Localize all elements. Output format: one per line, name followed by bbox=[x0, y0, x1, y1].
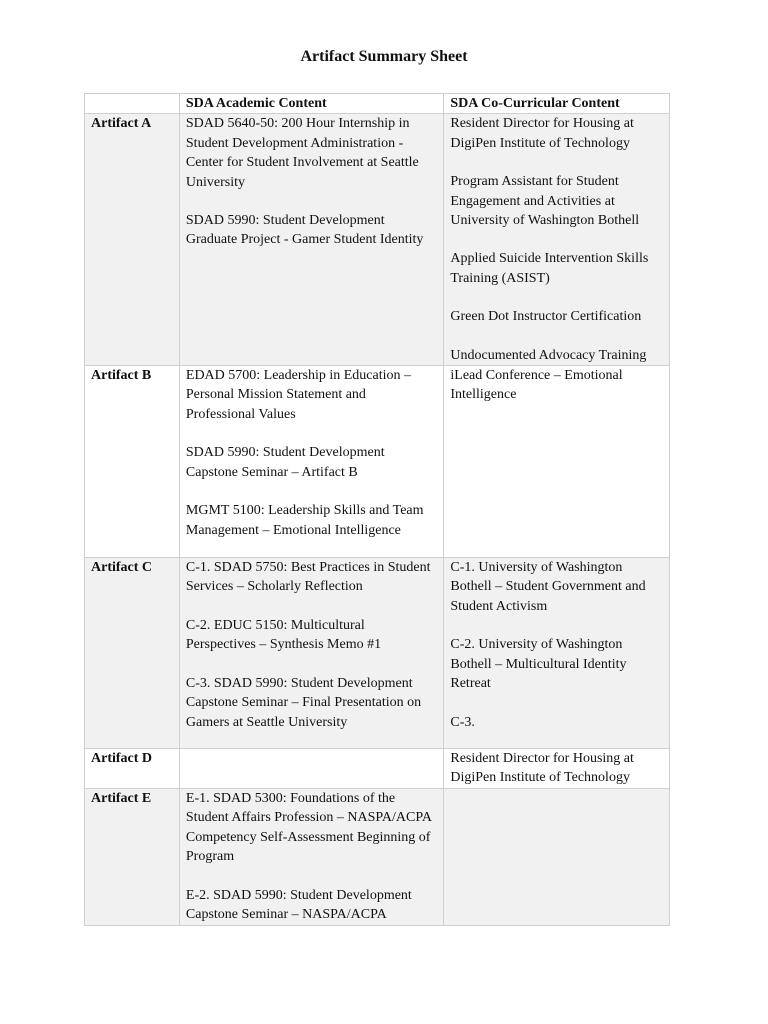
table-header-row bbox=[85, 94, 670, 114]
cocurricular-cell bbox=[444, 366, 670, 558]
academic-item: C-1. SDAD 5750: Best Practices in Student Services – Scholarly Reflection bbox=[185, 560, 431, 595]
academic-item: SDAD 5990: Student Development Graduate Project - Gamer Student Identity bbox=[185, 213, 424, 248]
row-label: Artifact C bbox=[85, 558, 180, 749]
table-row-artifact-d bbox=[85, 749, 670, 789]
academic-item: C-2. EDUC 5150: Multicultural Perspectives – Synthesis Memo #1 bbox=[185, 617, 382, 653]
academic-cell bbox=[179, 789, 443, 925]
cocurricular-item: iLead Conference – Emotional Intelligence bbox=[450, 368, 623, 403]
header-academic-content: SDA Academic Content bbox=[179, 94, 443, 114]
cocurricular-item: Applied Suicide Intervention Skills Training (ASIST) bbox=[450, 251, 649, 286]
header-cocurricular-content: SDA Co-Curricular Content bbox=[444, 94, 670, 114]
academic-item: C-3. SDAD 5990: Student Development Capstone Seminar – Final Presentation on Gamers at Seattle University bbox=[185, 675, 422, 730]
table-row-artifact-c bbox=[85, 558, 670, 749]
header-cell-blank bbox=[85, 94, 180, 114]
cocurricular-item: C-1. University of Washington Bothell – Student Government and Student Activism bbox=[450, 560, 646, 614]
cocurricular-item: C-2. University of Washington Bothell – Multicultural Identity Retreat bbox=[450, 637, 627, 692]
academic-item: SDAD 5990: Student Development Capstone Seminar – Artifact B bbox=[185, 445, 385, 480]
cocurricular-item: Green Dot Instructor Certification bbox=[450, 309, 642, 325]
academic-cell bbox=[179, 366, 443, 558]
cocurricular-item: Resident Director for Housing at DigiPen Institute of Technology bbox=[450, 116, 634, 151]
cocurricular-item: Program Assistant for Student Engagement and Activities at University of Washington Bothell bbox=[450, 174, 640, 229]
row-label: Artifact A bbox=[85, 114, 180, 366]
cocurricular-item: Undocumented Advocacy Training bbox=[450, 347, 647, 363]
table-row-artifact-e bbox=[85, 789, 670, 925]
academic-cell bbox=[179, 558, 443, 749]
table-row-artifact-b bbox=[85, 366, 670, 558]
academic-item: E-1. SDAD 5300: Foundations of the Student Affairs Profession – NASPA/ACPA Competency Self-Assessment Beginning of Program bbox=[185, 791, 432, 865]
academic-item: EDAD 5700: Leadership in Education – Personal Mission Statement and Professional Values bbox=[185, 368, 412, 422]
academic-cell bbox=[179, 749, 443, 789]
cocurricular-cell bbox=[444, 114, 670, 366]
academic-cell bbox=[179, 114, 443, 366]
cocurricular-item: Resident Director for Housing at DigiPen Institute of Technology bbox=[450, 751, 634, 786]
cocurricular-cell bbox=[444, 789, 670, 925]
row-label: Artifact B bbox=[85, 366, 180, 558]
academic-item: E-2. SDAD 5990: Student Development Capstone Seminar – NASPA/ACPA bbox=[185, 887, 412, 923]
artifact-summary-table bbox=[84, 93, 670, 926]
row-label: Artifact D bbox=[85, 749, 180, 789]
academic-item: SDAD 5640-50: 200 Hour Internship in Student Development Administration - Center for Student Involvement at Seattle University bbox=[185, 116, 419, 190]
table-row-artifact-a bbox=[85, 114, 670, 366]
row-label: Artifact E bbox=[85, 789, 180, 925]
academic-item: MGMT 5100: Leadership Skills and Team Management – Emotional Intelligence bbox=[185, 503, 424, 538]
cocurricular-cell bbox=[444, 749, 670, 789]
page-title: Artifact Summary Sheet bbox=[300, 48, 468, 65]
cocurricular-item: C-3. bbox=[450, 714, 475, 730]
cocurricular-cell bbox=[444, 558, 670, 749]
